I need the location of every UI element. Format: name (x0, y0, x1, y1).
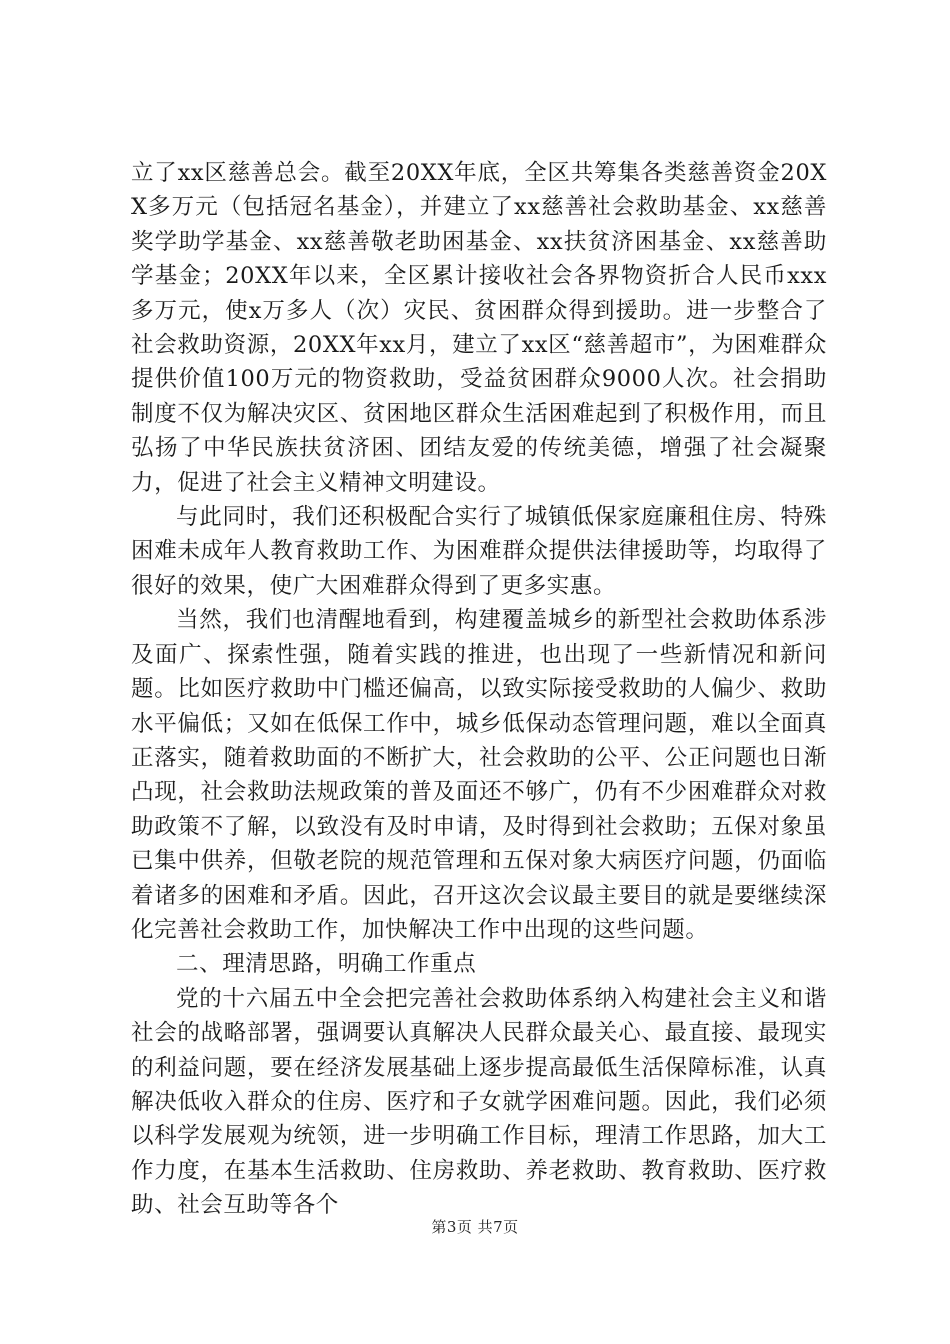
paragraph-charity-fund: 立了xx区慈善总会。截至20XX年底，全区共筹集各类慈善资金20XX多万元（包括冠名基金），并建立了xx慈善社会救助基金、xx慈善奖学助学基金、xx慈善敬老助困基金、xx扶贫济困基金、xx慈善助学基金；20XX年以来，全区累计接收社会各界物资折合人民币xxx多万元，使x万多人（次）灾民、贫困群众得到援助。进一步整合了社会救助资源，20XX年xx月，建立了xx区“慈善超市”，为困难群众提供价值100万元的物资救助，受益贫困群众9000人次。社会捐助制度不仅为解决灾区、贫困地区群众生活困难起到了积极作用，而且弘扬了中华民族扶贫济困、团结友爱的传统美德，增强了社会凝聚力，促进了社会主义精神文明建设。 (131, 160, 827, 496)
section-heading: 二、理清思路，明确工作重点 (176, 951, 477, 978)
paragraph-work-focus: 党的十六届五中全会把完善社会救助体系纳入构建社会主义和谐社会的战略部署，强调要认真解决人民群众最关心、最直接、最现实的利益问题，要在经济发展基础上逐步提高最低生活保障标准，认真解决低收入群众的住房、医疗和子女就学困难问题。因此，我们必须以科学发展观为统领，进一步明确工作目标，理清工作思路，加大工作力度，在基本生活救助、住房救助、养老救助、教育救助、医疗救助、社会互助等各个 (131, 985, 827, 1219)
page-number-footer: 第3页 共7页 (431, 1218, 519, 1236)
paragraph-housing-education-aid: 与此同时，我们还积极配合实行了城镇低保家庭廉租住房、特殊困难未成年人教育救助工作、为困难群众提供法律援助等，均取得了很好的效果，使广大困难群众得到了更多实惠。 (131, 504, 827, 599)
paragraph-problems: 当然，我们也清醒地看到，构建覆盖城乡的新型社会救助体系涉及面广、探索性强，随着实践的推进，也出现了一些新情况和新问题。比如医疗救助中门槛还偏高，以致实际接受救助的人偏少、救助水平偏低；又如在低保工作中，城乡低保动态管理问题，难以全面真正落实，随着救助面的不断扩大，社会救助的公平、公正问题也日渐凸现，社会救助法规政策的普及面还不够广，仍有不少困难群众对救助政策不了解，以致没有及时申请，及时得到社会救助；五保对象虽已集中供养，但敬老院的规范管理和五保对象大病医疗问题，仍面临着诸多的困难和矛盾。因此，召开这次会议最主要目的就是要继续深化完善社会救助工作，加快解决工作中出现的这些问题。 (131, 607, 827, 943)
document-body (131, 156, 827, 1223)
